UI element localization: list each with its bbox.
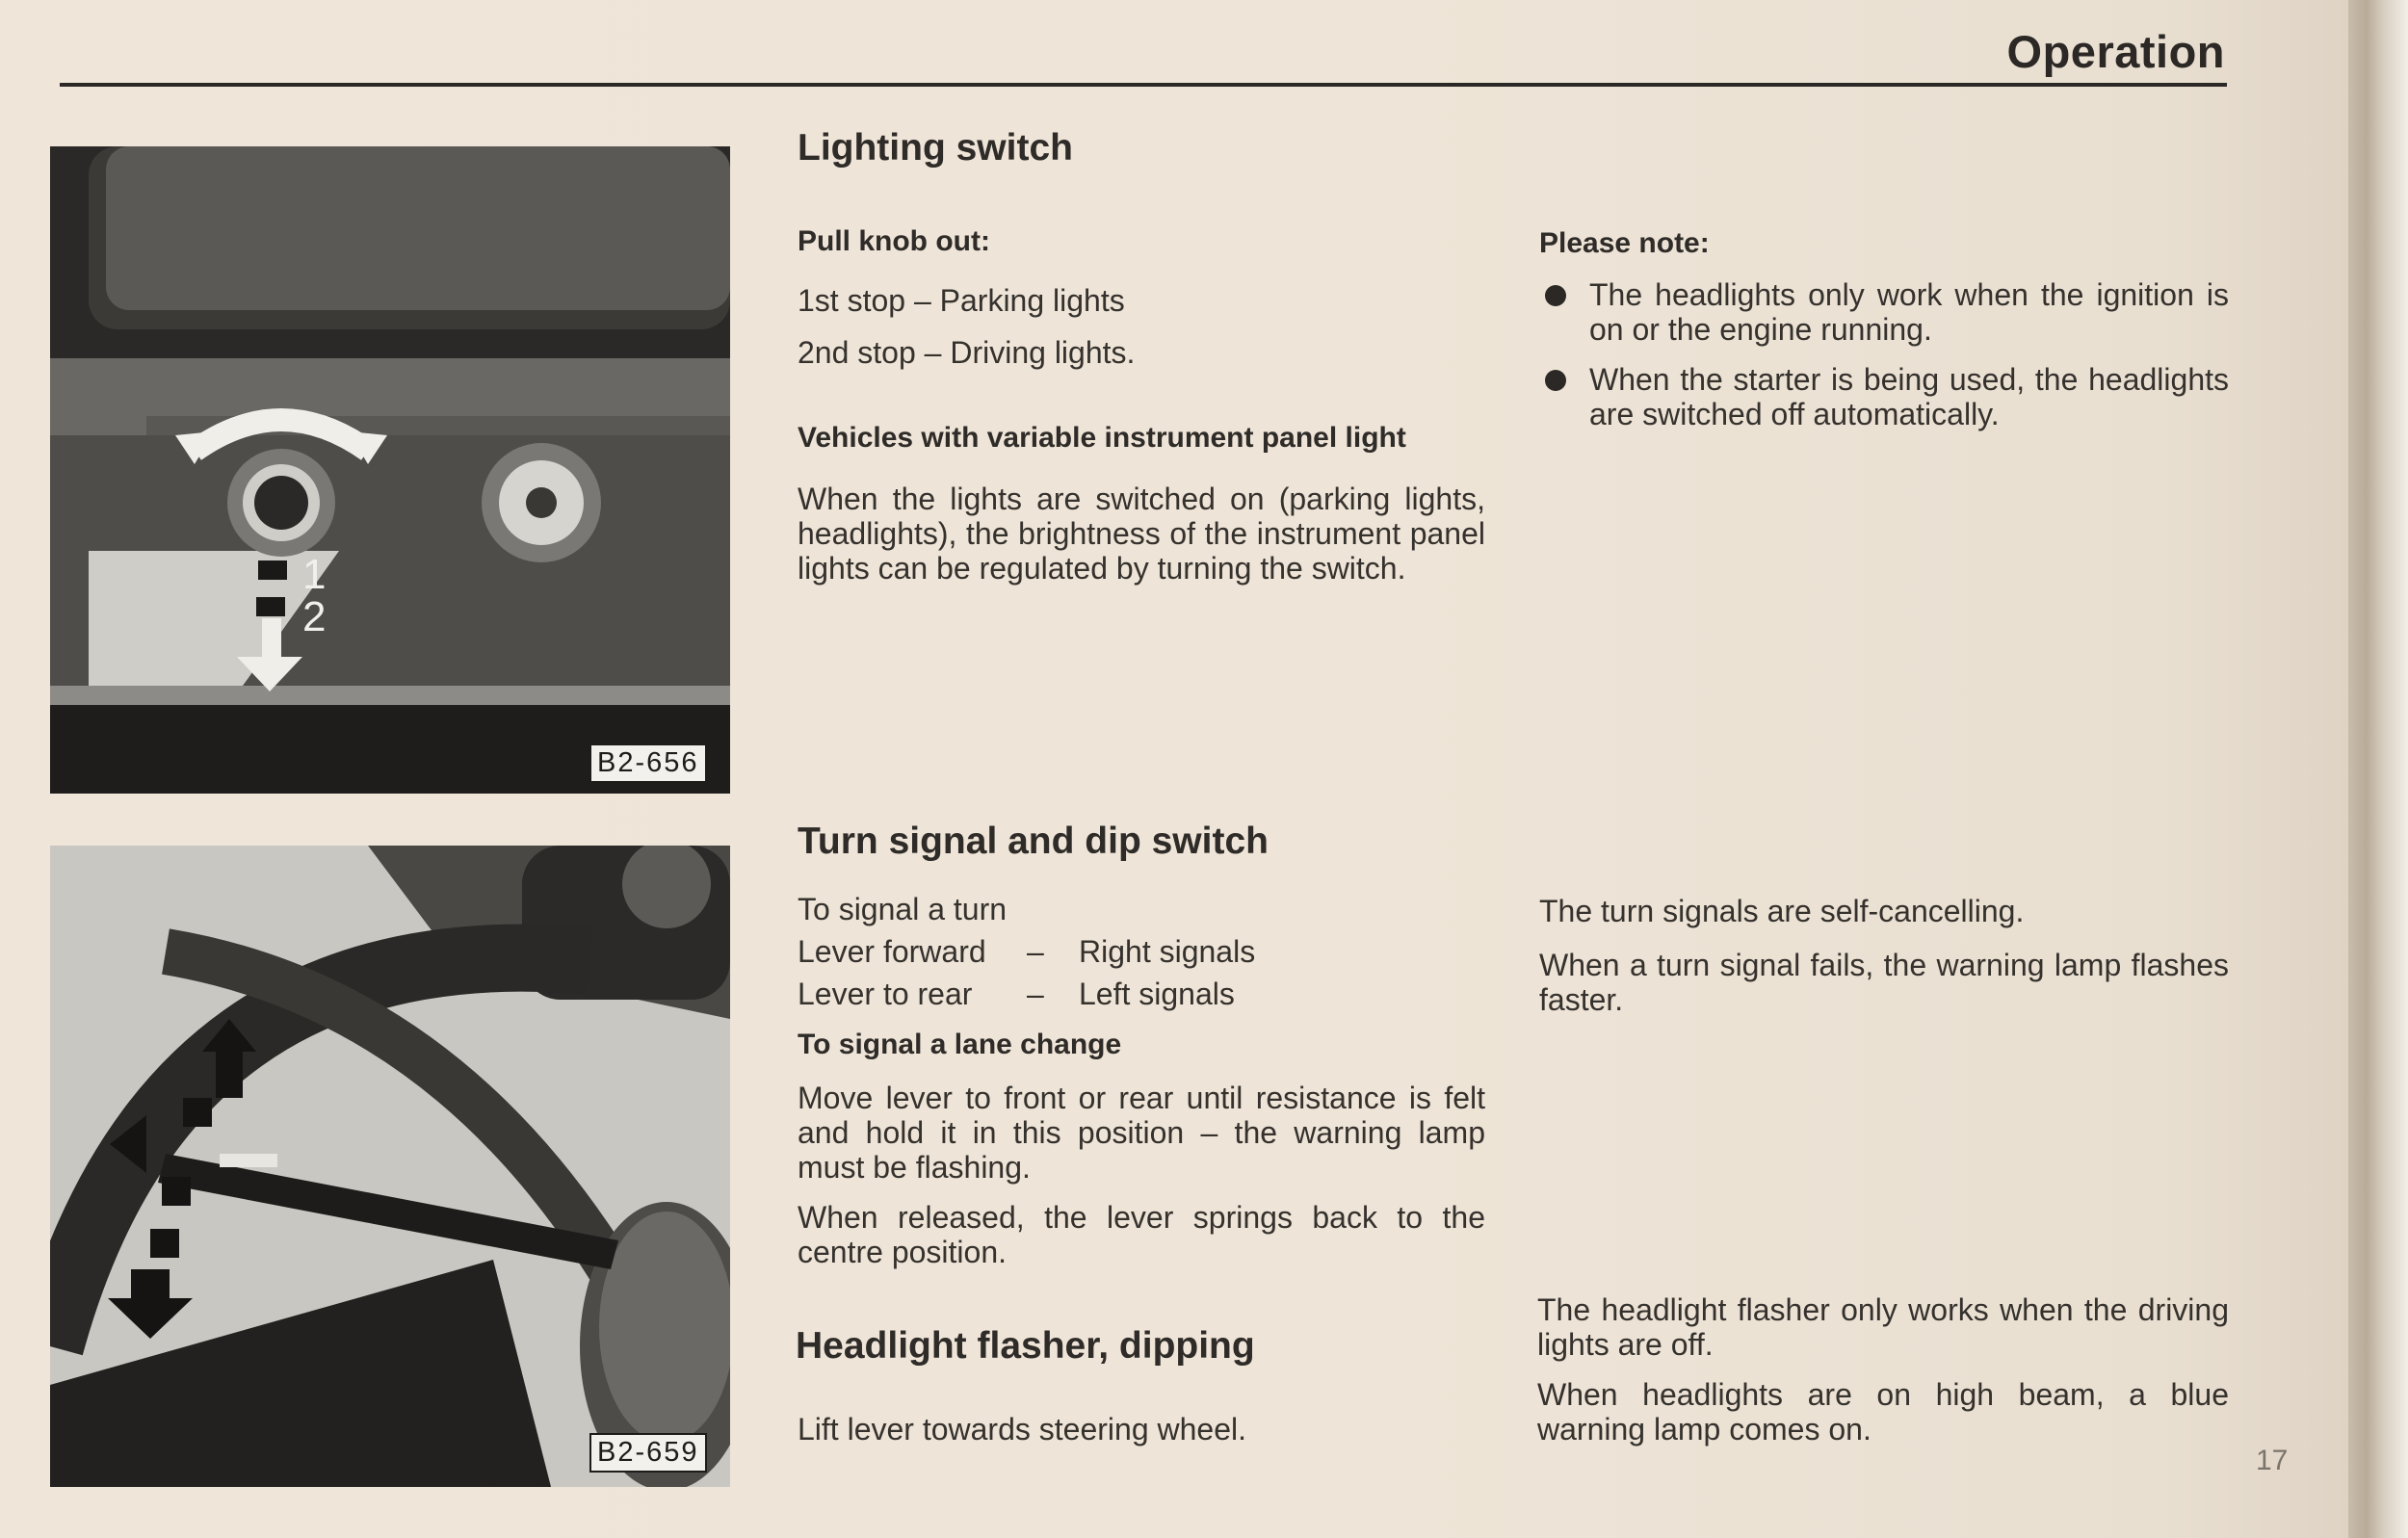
figure-code: B2-659 — [589, 1433, 707, 1473]
section-title: Operation — [2006, 26, 2225, 77]
lever-signal: Left signals — [1079, 977, 1235, 1011]
flasher-note-text: The headlight flasher only works when the driving lights are off. — [1537, 1292, 2229, 1362]
lighting-switch-heading: Lighting switch — [798, 127, 1073, 169]
lever-dash: – — [1027, 977, 1044, 1011]
headlight-flasher-heading: Headlight flasher, dipping — [796, 1325, 1255, 1367]
page-number: 17 — [2256, 1445, 2289, 1476]
release-text: When released, the lever springs back to the centre position. — [798, 1200, 1485, 1269]
lever-signal: Right signals — [1079, 934, 1256, 969]
lane-change-heading: To signal a lane change — [798, 1029, 1122, 1060]
high-beam-text: When headlights are on high beam, a blue warning lamp comes on. — [1537, 1377, 2229, 1447]
stop-1-text: 1st stop – Parking lights — [798, 283, 1125, 318]
figure-label-1: 1 — [302, 551, 327, 598]
page-edge — [2348, 0, 2408, 1538]
note-item: When the starter is being used, the headlights are switched off automatically. — [1589, 362, 2229, 431]
note-bullet — [1545, 285, 1566, 306]
variable-light-heading: Vehicles with variable instrument panel light — [798, 422, 1406, 454]
lever-direction: Lever to rear — [798, 977, 973, 1011]
figure-code: B2-656 — [589, 743, 707, 783]
turn-signal-heading: Turn signal and dip switch — [798, 821, 1269, 862]
turn-signal-fail-text: When a turn signal fails, the warning lamp flashes faster. — [1539, 948, 2229, 1017]
stop-2-text: 2nd stop – Driving lights. — [798, 335, 1136, 370]
please-note-heading: Please note: — [1539, 227, 1710, 259]
lane-change-text: Move lever to front or rear until resistance is felt and hold it in this position – the warning lamp must be flashing. — [798, 1081, 1485, 1185]
figure-label-2: 2 — [302, 593, 327, 640]
turn-signal-lever-photo — [50, 846, 730, 1487]
note-bullet — [1545, 370, 1566, 391]
flasher-text: Lift lever towards steering wheel. — [798, 1412, 1246, 1447]
self-cancelling-text: The turn signals are self-cancelling. — [1539, 894, 2025, 928]
note-item: The headlights only work when the ignition is on or the engine running. — [1589, 277, 2229, 347]
lever-dash: – — [1027, 934, 1044, 969]
lever-direction: Lever forward — [798, 934, 986, 969]
variable-light-text: When the lights are switched on (parking lights, headlights), the brightness of the instrument panel lights can be regulated by turning the switch. — [798, 482, 1485, 586]
pull-knob-heading: Pull knob out: — [798, 225, 990, 257]
turn-intro-text: To signal a turn — [798, 892, 1008, 926]
lighting-switch-photo — [50, 146, 730, 794]
header-rule — [60, 83, 2227, 87]
